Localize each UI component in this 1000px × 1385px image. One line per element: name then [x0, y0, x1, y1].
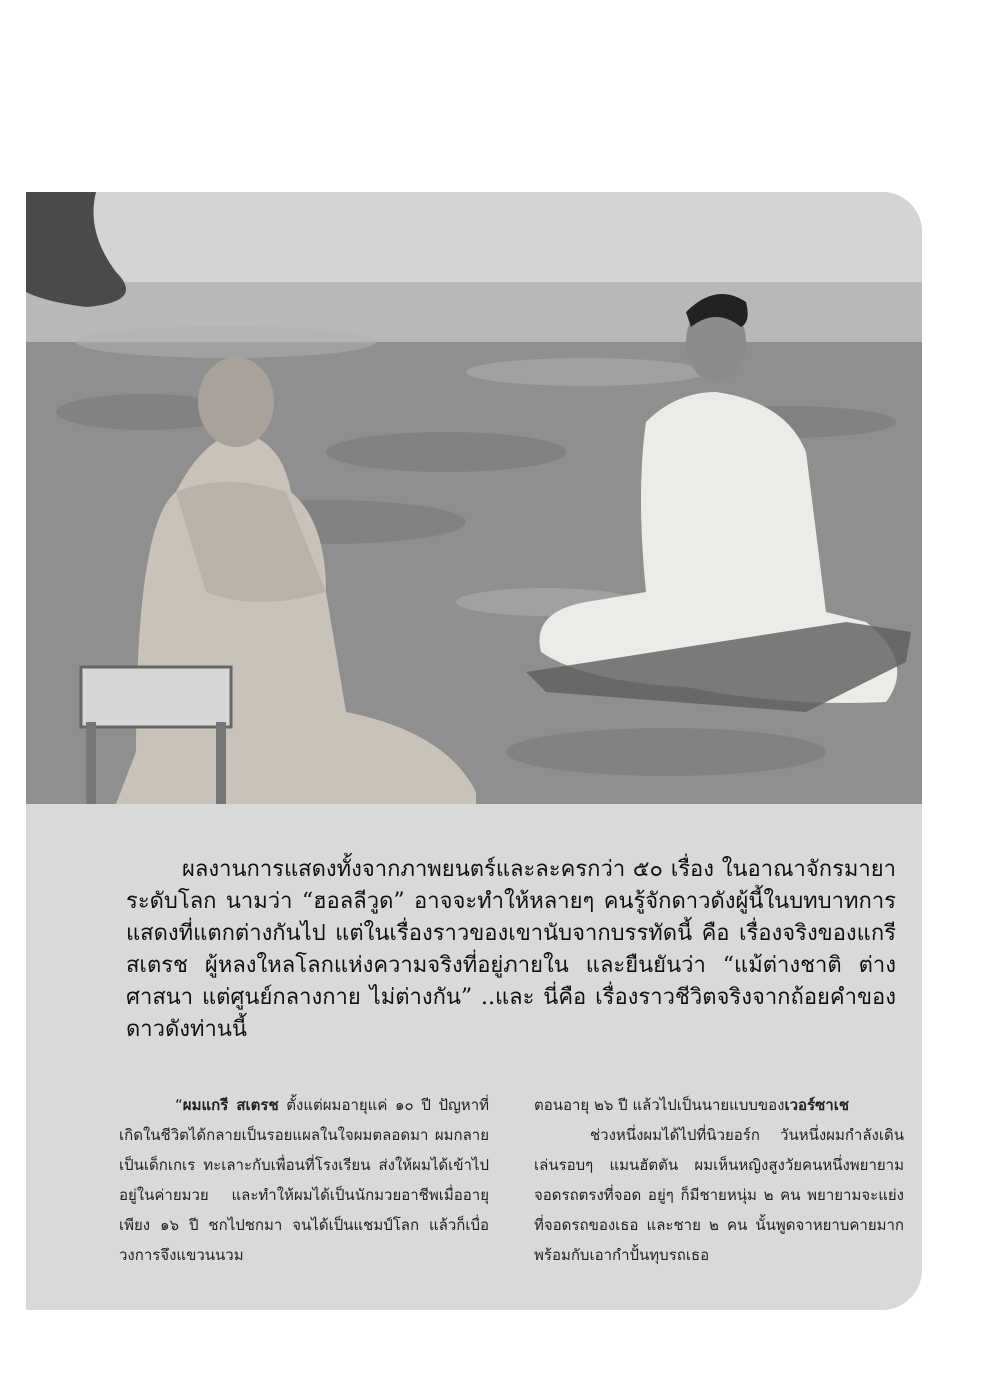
brand-name: เวอร์ซาเช	[784, 1096, 850, 1114]
column-right-line1: ตอนอายุ ๒๖ ปี แล้วไปเป็นนายแบบของ	[534, 1096, 785, 1114]
intro-text: ผลงานการแสดงทั้งจากภาพยนตร์และละครกว่า ๕๐ เรื่อง ในอาณาจักรมายาระดับโลก นามว่า “ฮอลลีวูด” อาจจะทำให้หลายๆ คนรู้จักดาวดังผู้นี้ในบทบาทการแสดงที่แตกต่างกันไป แต่ในเรื่องราวของเขานับจากบรรทัดนี้ คือ เรื่องจริงของแกรี สเตรช ผู้หลงใหลโลกแห่งความจริงที่อยู่ภายใน และยืนยันว่า “แม้ต่างชาติ ต่างศาสนา แต่ศูนย์กลางกาย ไม่ต่างกัน” ..และ นี่คือ เรื่องราวชีวิตจริงจากถ้อยคำของดาวดังท่านนี้	[126, 857, 896, 1042]
photo-illustration	[26, 192, 922, 804]
subject-name: ผมแกรี สเตรช	[182, 1096, 279, 1114]
column-left-text: ตั้งแต่ผมอายุแค่ ๑๐ ปี ปัญหาที่เกิดในชีวิตได้กลายเป็นรอยแผลในใจผมตลอดมา ผมกลายเป็นเด็กเกเร ทะเลาะกับเพื่อนที่โรงเรียน ส่งให้ผมได้เข้าไปอยู่ในค่ายมวย และทำให้ผมได้เป็นนักมวยอาชีพเมื่ออายุเพียง ๑๖ ปี ชกไปชกมา จนได้เป็นแชมป์โลก แล้วก็เบื่อวงการจึงแขวนนวม	[119, 1096, 489, 1264]
article-panel	[26, 192, 922, 1310]
column-left	[119, 1090, 489, 1270]
quote-mark: “	[175, 1096, 183, 1114]
article-photo	[26, 192, 922, 804]
column-right	[534, 1090, 904, 1270]
intro-paragraph	[126, 854, 896, 1046]
column-right-para2: ช่วงหนึ่งผมได้ไปที่นิวยอร์ก วันหนึ่งผมกำลังเดินเล่นรอบๆ แมนฮัตตัน ผมเห็นหญิงสูงวัยคนหนึ่งพยายามจอดรถตรงที่จอด อยู่ๆ ก็มีชายหนุ่ม ๒ คน พยายามจะแย่งที่จอดรถของเธอ และชาย ๒ คน นั้นพูดจาหยาบคายมากพร้อมกับเอากำปั้นทุบรถเธอ	[534, 1126, 904, 1264]
